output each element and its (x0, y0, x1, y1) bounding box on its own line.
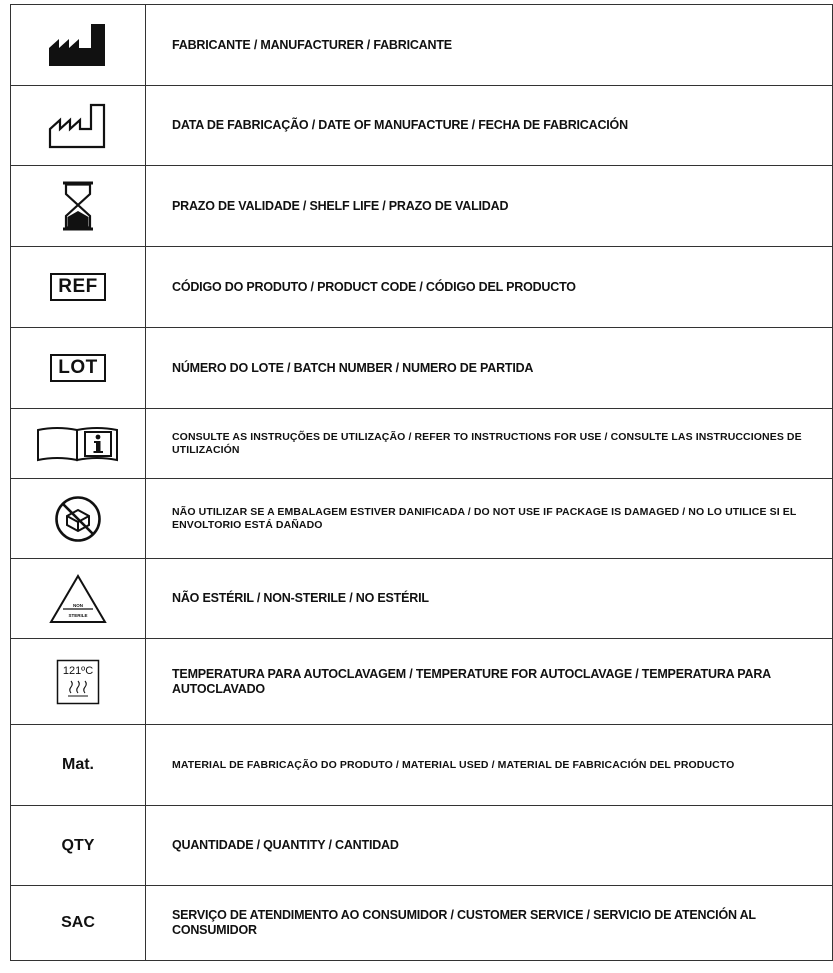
svg-text:121ºC: 121ºC (62, 664, 94, 677)
symbol-cell (11, 328, 146, 409)
row-description: DATA DE FABRICAÇÃO / DATE OF MANUFACTURE / FECHA DE FABRICACIÓN (146, 86, 833, 166)
ref-box-icon: REF (50, 273, 106, 301)
table-row (11, 479, 833, 559)
autoclave-temperature-icon (56, 659, 100, 705)
symbol-cell (11, 86, 146, 166)
row-description: PRAZO DE VALIDADE / SHELF LIFE / PRAZO DE VALIDAD (146, 166, 833, 247)
symbol-cell (11, 247, 146, 328)
factory-filled-icon (47, 22, 109, 68)
table-row (11, 247, 833, 328)
table-row (11, 886, 833, 961)
hourglass-icon (61, 180, 95, 232)
table-row (11, 328, 833, 409)
svg-text:STERILE: STERILE (68, 612, 88, 618)
row-description: SERVIÇO DE ATENDIMENTO AO CONSUMIDOR / CUSTOMER SERVICE / SERVICIO DE ATENCIÓN AL CONSUMIDOR (146, 886, 833, 961)
table-row (11, 559, 833, 639)
symbol-cell (11, 725, 146, 806)
row-description: NÃO UTILIZAR SE A EMBALAGEM ESTIVER DANIFICADA / DO NOT USE IF PACKAGE IS DAMAGED / NO LO UTILICE SI EL ENVOLTORIO ESTÁ DAÑADO (146, 479, 833, 559)
table-row (11, 639, 833, 725)
svg-text:NON: NON (73, 602, 83, 608)
symbol-legend (10, 4, 833, 961)
factory-outline-icon (47, 103, 109, 149)
customer-service-text-icon: SAC (61, 914, 95, 931)
symbol-cell (11, 559, 146, 639)
symbol-cell (11, 806, 146, 886)
symbol-cell (11, 886, 146, 961)
symbol-cell (11, 166, 146, 247)
row-description: TEMPERATURA PARA AUTOCLAVAGEM / TEMPERATURE FOR AUTOCLAVAGE / TEMPERATURA PARA AUTOCLAVADO (146, 639, 833, 725)
symbol-table (10, 4, 833, 961)
instructions-book-icon (35, 424, 121, 464)
table-row (11, 86, 833, 166)
damaged-package-icon (53, 494, 103, 544)
row-description: NÚMERO DO LOTE / BATCH NUMBER / NUMERO DE PARTIDA (146, 328, 833, 409)
row-description: CÓDIGO DO PRODUTO / PRODUCT CODE / CÓDIGO DEL PRODUCTO (146, 247, 833, 328)
quantity-text-icon: QTY (61, 836, 95, 854)
row-description: CONSULTE AS INSTRUÇÕES DE UTILIZAÇÃO / REFER TO INSTRUCTIONS FOR USE / CONSULTE LAS INSTRUCCIONES DE UTILIZACIÓN (146, 409, 833, 479)
lot-box-icon: LOT (50, 354, 106, 382)
material-text-icon: Mat. (62, 756, 94, 773)
symbol-cell (11, 5, 146, 86)
table-row (11, 409, 833, 479)
symbol-cell (11, 479, 146, 559)
symbol-cell (11, 639, 146, 725)
table-row (11, 166, 833, 247)
row-description: MATERIAL DE FABRICAÇÃO DO PRODUTO / MATERIAL USED / MATERIAL DE FABRICACIÓN DEL PRODUCTO (146, 725, 833, 806)
non-sterile-triangle-icon (48, 573, 108, 625)
row-description: FABRICANTE / MANUFACTURER / FABRICANTE (146, 5, 833, 86)
table-row (11, 5, 833, 86)
row-description: NÃO ESTÉRIL / NON-STERILE / NO ESTÉRIL (146, 559, 833, 639)
table-row (11, 806, 833, 886)
table-row (11, 725, 833, 806)
symbol-cell (11, 409, 146, 479)
row-description: QUANTIDADE / QUANTITY / CANTIDAD (146, 806, 833, 886)
